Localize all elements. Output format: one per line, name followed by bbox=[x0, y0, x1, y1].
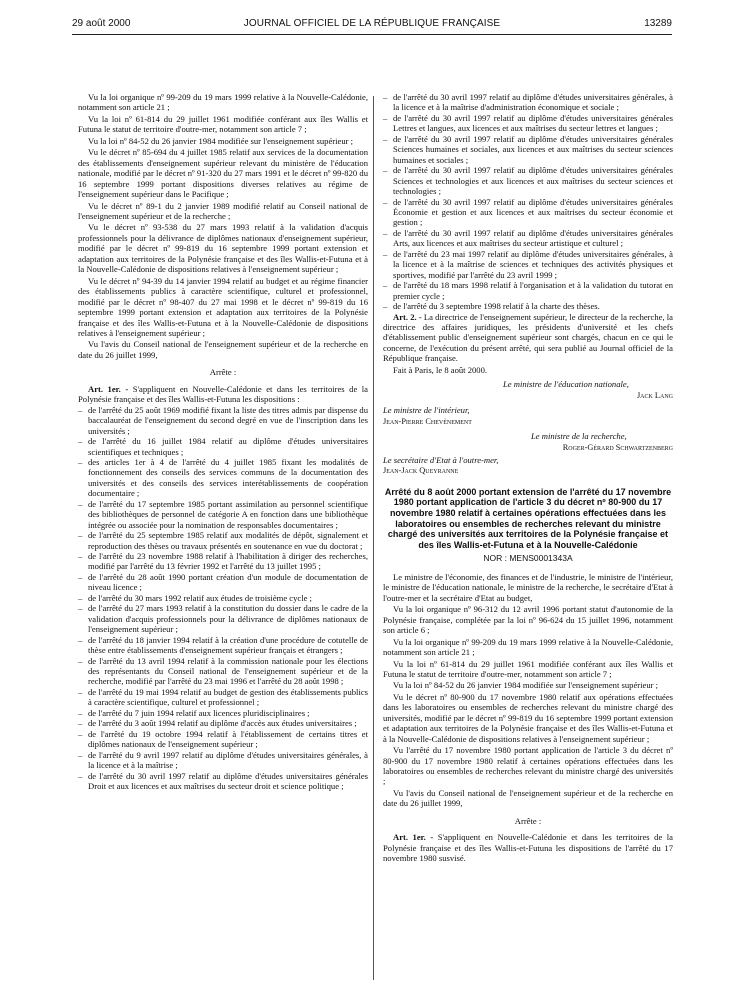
article-label: Art. 2. - bbox=[393, 311, 422, 322]
visa: Vu la loi nº 84-52 du 26 janvier 1984 modifiée sur l'enseignement supérieur ; bbox=[88, 135, 354, 146]
visa: Vu la loi nº 61-814 du 29 juillet 1961 modifiée conférant aux îles Wallis et Futuna le statut de territoire d'outre-mer, notamment son article 7 ; bbox=[78, 113, 368, 135]
visa: Vu la loi organique nº 99-209 du 19 mars 1999 relative à la Nouvelle-Calédonie, notamment son article 21 ; bbox=[383, 636, 673, 658]
visa: Vu l'arrêté du 17 novembre 1980 portant application de l'article 3 du décret nº 80-900 du 17 novembre 1980 relatif à certaines opérations effectuées dans les laboratoires ou ensembles de recherches relevant du ministre chargé des universités ; bbox=[383, 745, 673, 787]
preamble: Le ministre de l'économie, des finances et de l'industrie, le ministre de l'intérieur, le ministre de l'éducation nationale, le ministre de la recherche, le secrétaire d'Etat à l'outre-mer et la secrétaire d'Etat au budget, bbox=[383, 571, 673, 603]
list-item: – de l'arrêté du 17 septembre 1985 portant assimilation au personnel scientifique des bibliothèques de personnel de catégorie A en fonction dans une bibliothèque intégrée ou associée pour la nomination de responsables documentaires ; bbox=[78, 499, 368, 530]
nor-reference: NOR : MENS0001343A bbox=[483, 553, 573, 564]
list-item: – de l'arrêté du 18 mars 1998 relatif à l'organisation et à la validation du tutorat en premier cycle ; bbox=[383, 280, 673, 301]
left-column bbox=[78, 92, 368, 791]
visa: Vu l'avis du Conseil national de l'enseignement supérieur et de la recherche en date du 26 juillet 1999, bbox=[78, 339, 368, 360]
signatory-role: Le ministre de l'intérieur, bbox=[383, 405, 470, 416]
header-rule bbox=[72, 34, 672, 35]
list-item: – de l'arrêté du 25 août 1969 modifié fixant la liste des titres admis par dispense du baccalauréat de l'enseignement du second degré en vue de l'inscription dans les universités ; bbox=[78, 405, 368, 436]
list-item: – des articles 1er à 4 de l'arrêté du 4 juillet 1985 fixant les modalités de fonctionnement des conseils des services communs de la documentation des universités et des conseils des services interétablissements de coopération documentaire ; bbox=[78, 457, 368, 499]
article-text: S'appliquent en Nouvelle-Calédonie et dans les territoires de la Polynésie française et des îles Wallis-et-Futuna les dispositions de l'arrêté du 17 novembre 1980 susvisé. bbox=[383, 832, 673, 864]
article-1 bbox=[78, 384, 368, 405]
journal-title: JOURNAL OFFICIEL DE LA RÉPUBLIQUE FRANÇAISE bbox=[243, 18, 501, 29]
list-item: – de l'arrêté du 30 avril 1997 relatif au diplôme d'études universitaires générales, à la licence et à la maîtrise d'administration économique et sociale ; bbox=[383, 92, 673, 113]
list-item: – de l'arrêté du 30 avril 1997 relatif au diplôme d'études universitaires générales Lettres et langues, aux licences et aux maîtrises du secteur lettres et langues ; bbox=[383, 113, 673, 134]
visa: Vu le décret nº 80-900 du 17 novembre 1980 relatif aux opérations effectuées dans les laboratoires ou ensembles de recherches relevant du ministre chargé des universités, modifié par le décret nº 99-819 du 16 septembre 1999 portant extension et adaptation aux territoires de la Polynésie française et des îles Wallis-et-Futuna et à la Nouvelle-Calédonie de dispositions relatives à l'enseignement supérieur ; bbox=[383, 691, 673, 744]
provisions-list bbox=[78, 405, 368, 792]
decree-title: Arrêté du 8 août 2000 portant extension de l'arrêté du 17 novembre 1980 portant application de l'article 3 du décret nº 80-900 du 17 novembre 1980 relatif à certaines opérations effectuées dans les laboratoires ou ensembles de recherches relevant du ministre chargé des universités aux territoires de la Polynésie française et des îles Wallis-et-Futuna et à la Nouvelle-Calédonie bbox=[384, 486, 672, 550]
list-item: – de l'arrêté du 19 mai 1994 relatif au budget de gestion des établissements publics à caractère scientifique, culturel et professionnel ; bbox=[78, 687, 368, 708]
provisions-list-continued bbox=[383, 92, 673, 312]
header-date: 29 août 2000 bbox=[72, 18, 131, 29]
list-item: – de l'arrêté du 18 janvier 1994 relatif à la création d'une procédure de cotutelle de thèse entre établissements d'enseignement supérieur français et étrangers ; bbox=[78, 635, 368, 656]
list-item: – de l'arrêté du 19 octobre 1994 relatif à l'établissement de certains titres et diplômes nationaux de l'enseignement supérieur ; bbox=[78, 729, 368, 750]
signatory-role: Le secrétaire d'Etat à l'outre-mer, bbox=[383, 454, 499, 465]
article-2 bbox=[383, 312, 673, 364]
list-item: – de l'arrêté du 27 mars 1993 relatif à la constitution du dossier dans le cadre de la validation d'acquis professionnels pour la délivrance de diplômes nationaux de l'enseignement supérieur ; bbox=[78, 603, 368, 634]
signature-block bbox=[383, 379, 673, 477]
list-item: – de l'arrêté du 23 mai 1997 relatif au diplôme d'études universitaires générales, à la licence et à la maîtrise de sciences et techniques des activités physiques et sportives, modifié par l'arrêté du 23 avril 1999 ; bbox=[383, 249, 673, 280]
visa: Vu la loi nº 61-814 du 29 juillet 1961 modifiée conférant aux îles Wallis et Futuna le statut de territoire d'outre-mer, notamment son article 7 ; bbox=[383, 658, 673, 679]
list-item: – de l'arrêté du 30 avril 1997 relatif au diplôme d'études universitaires générales Sciences et technologies et aux licences et aux maîtrises du secteur sciences et technologies ; bbox=[383, 165, 673, 196]
article-text: S'appliquent en Nouvelle-Calédonie et dans les territoires de la Polynésie française et des îles Wallis-et-Futuna les dispositions : bbox=[78, 383, 368, 405]
list-item: – de l'arrêté du 9 avril 1997 relatif au diplôme d'études universitaires générales, à la licence et à la maîtrise ; bbox=[78, 750, 368, 771]
list-item: – de l'arrêté du 3 septembre 1998 relatif à la charte des thèses. bbox=[383, 301, 673, 311]
arrete-heading: Arrête : bbox=[514, 815, 542, 826]
list-item: – de l'arrêté du 23 novembre 1988 relatif à l'habilitation à diriger des recherches, modifié par l'arrêté du 13 février 1992 et l'arrêté du 13 juillet 1995 ; bbox=[78, 551, 368, 572]
list-item: – de l'arrêté du 25 septembre 1985 relatif aux modalités de dépôt, signalement et reproduction des thèses ou travaux présentés en soutenance en vue du doctorat ; bbox=[78, 530, 368, 551]
arrete-heading: Arrête : bbox=[209, 367, 237, 378]
visa: Vu le décret nº 94-39 du 14 janvier 1994 relatif au budget et au régime financier des établissements publics à caractère scientifique, culturel et professionnel, modifié par le décret nº 98-407 du 27 mai 1998 et le décret nº 99-819 du 16 septembre 1999 portant extension et adaptation aux territoires de la Polynésie française et des îles Wallis-et-Futuna et à la Nouvelle-Calédonie de dispositions relatives à l'enseignement supérieur ; bbox=[78, 275, 368, 338]
list-item: – de l'arrêté du 30 avril 1997 relatif au diplôme d'études universitaires générales Arts, aux licences et aux maîtrises du secteur artistique et culturel ; bbox=[383, 228, 673, 249]
done-at: Fait à Paris, le 8 août 2000. bbox=[393, 364, 488, 375]
article-label: Art. 1er. - bbox=[88, 383, 129, 394]
signatory-role: Le ministre de la recherche, bbox=[531, 431, 627, 442]
list-item: – de l'arrêté du 3 août 1994 relatif au diplôme d'accès aux études universitaires ; bbox=[78, 718, 368, 728]
visa: Vu le décret nº 85-694 du 4 juillet 1985 relatif aux services de la documentation des établissements d'enseignement supérieur relevant du ministère de l'éducation nationale, modifié par le décret nº 91-320 du 27 mars 1991 et le décret nº 99-820 du 16 septembre 1999 portant dispositions diverses relatives au régime de l'enseignement supérieur dans le Pacifique ; bbox=[78, 147, 368, 200]
article-label: Art. 1er. - bbox=[393, 832, 434, 843]
list-item: – de l'arrêté du 28 août 1990 portant création d'un module de documentation de niveau licence ; bbox=[78, 572, 368, 593]
signatory-role: Le ministre de l'éducation nationale, bbox=[503, 379, 629, 390]
list-item: – de l'arrêté du 7 juin 1994 relatif aux licences pluridisciplinaires ; bbox=[78, 708, 368, 718]
page-number: 13289 bbox=[644, 18, 672, 29]
list-item: – de l'arrêté du 30 mars 1992 relatif aux études de troisième cycle ; bbox=[78, 593, 368, 603]
visa: Vu la loi nº 84-52 du 26 janvier 1984 modifiée sur l'enseignement supérieur ; bbox=[393, 680, 659, 691]
visa: Vu l'avis du Conseil national de l'enseignement supérieur et de la recherche en date du 26 juillet 1999, bbox=[383, 787, 673, 809]
visa: Vu le décret nº 89-1 du 2 janvier 1989 modifié relatif au Conseil national de l'enseignement supérieur et de la recherche ; bbox=[78, 200, 368, 221]
list-item: – de l'arrêté du 16 juillet 1984 relatif au diplôme d'études universitaires scientifiques et techniques ; bbox=[78, 436, 368, 457]
visa: Vu le décret nº 93-538 du 27 mars 1993 relatif à la validation d'acquis professionnels pour la délivrance de diplômes nationaux d'enseignement supérieur, modifié par le décret nº 99-819 du 16 septembre 1999 portant extension et adaptation aux territoires de la Polynésie française et des îles Wallis-et-Futuna et à la Nouvelle-Calédonie de dispositions relatives à l'enseignement supérieur ; bbox=[78, 222, 368, 275]
signatory-name: Jack Lang bbox=[636, 390, 673, 400]
article-text: La directrice de l'enseignement supérieur, le directeur de la recherche, la directrice des affaires juridiques, les présidents d'université et les chefs d'établissement public d'enseignement supérieur sont chargés, chacun en ce qui le concerne, de l'exécution du présent arrêté, qui sera publié au Journal officiel de la République française. bbox=[383, 311, 673, 364]
signatory-name: Roger-Gérard Schwartzenberg bbox=[562, 442, 673, 452]
list-item: – de l'arrêté du 30 avril 1997 relatif au diplôme d'études universitaires générales Économie et gestion et aux licences et aux maîtrises du secteur économie et gestion ; bbox=[383, 197, 673, 228]
list-item: – de l'arrêté du 30 avril 1997 relatif au diplôme d'études universitaires générales Sciences humaines et sociales, aux licences et aux maîtrises du secteur sciences humaines et sociales ; bbox=[383, 134, 673, 165]
signatory-name: Jean-Pierre Chevènement bbox=[383, 416, 472, 426]
right-column bbox=[383, 92, 673, 864]
visa: Vu la loi organique nº 99-209 du 19 mars 1999 relative à la Nouvelle-Calédonie, notamment son article 21 ; bbox=[78, 92, 368, 113]
visa: Vu la loi organique nº 96-312 du 12 avril 1996 portant statut d'autonomie de la Polynésie française, complétée par la loi nº 96-624 du 15 juillet 1996, notamment son article 6 ; bbox=[383, 604, 673, 636]
column-separator bbox=[373, 96, 374, 980]
list-item: – de l'arrêté du 13 avril 1994 relatif à la commission nationale pour les élections des représentants du Conseil national de l'enseignement supérieur et de la recherche, modifié par l'arrêté du 23 mai 1996 et l'arrêté du 28 août 1998 ; bbox=[78, 656, 368, 687]
list-item: – de l'arrêté du 30 avril 1997 relatif au diplôme d'études universitaires générales Droit et aux licences et aux maîtrises du secteur droit et science politique ; bbox=[78, 771, 368, 792]
signatory-name: Jean-Jack Queyranne bbox=[383, 466, 459, 476]
article-1 bbox=[383, 832, 673, 863]
page-header bbox=[72, 18, 672, 32]
